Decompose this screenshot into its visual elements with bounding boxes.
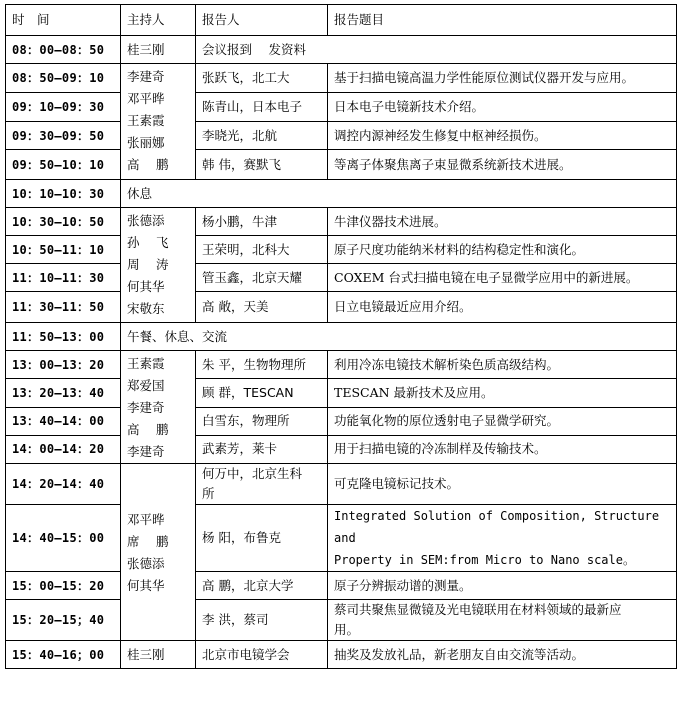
topic-cell: 日立电镜最近应用介绍。 bbox=[328, 292, 677, 323]
schedule-row bbox=[6, 292, 677, 323]
topic-line: 蔡司共聚焦显微镜及光电镜联用在材料领域的最新应 bbox=[334, 602, 622, 617]
session-note: 休息 bbox=[121, 180, 677, 208]
header-chair: 主持人 bbox=[121, 5, 196, 36]
chair-name: 孙 飞 bbox=[127, 235, 169, 250]
time-cell: 09：10–09：30 bbox=[6, 93, 121, 122]
speaker-cell: 高 敞，天美 bbox=[196, 292, 328, 323]
topic-line: and bbox=[334, 531, 356, 545]
schedule-row bbox=[6, 641, 677, 669]
session-note: 会议报到 发资料 bbox=[196, 36, 677, 64]
topic-cell: 功能氧化物的原位透射电子显微学研究。 bbox=[328, 407, 677, 435]
time-cell: 15：20–15；40 bbox=[6, 600, 121, 641]
speaker-line: 何万中，北京生科 bbox=[202, 466, 303, 481]
time-cell: 13：40–14：00 bbox=[6, 407, 121, 435]
chair-name: 宋敬东 bbox=[127, 301, 165, 316]
speaker-cell: 杨 阳，布鲁克 bbox=[196, 505, 328, 572]
speaker-cell: 管玉鑫，北京天耀 bbox=[196, 264, 328, 292]
session-note: 午餐、休息、交流 bbox=[121, 323, 677, 351]
topic-cell: 调控内源神经发生修复中枢神经损伤。 bbox=[328, 122, 677, 150]
time-cell: 13：20–13：40 bbox=[6, 379, 121, 407]
schedule-row bbox=[6, 208, 677, 236]
time-cell: 11：30–11：50 bbox=[6, 292, 121, 323]
schedule-row bbox=[6, 407, 677, 435]
chair-name: 李建奇 bbox=[127, 400, 165, 415]
schedule-row bbox=[6, 64, 677, 93]
speaker-cell: 北京市电镜学会 bbox=[196, 641, 328, 669]
chair-name: 何其华 bbox=[127, 279, 165, 294]
speaker-cell: 李晓光，北航 bbox=[196, 122, 328, 150]
time-cell: 11：10–11：30 bbox=[6, 264, 121, 292]
time-cell: 13：00–13：20 bbox=[6, 351, 121, 379]
chair-name: 王素霞 bbox=[127, 113, 165, 128]
chair-name: 席 鹏 bbox=[127, 534, 169, 549]
speaker-cell: 陈青山，日本电子 bbox=[196, 93, 328, 122]
chair-group-cell bbox=[121, 464, 196, 641]
chair-name: 何其华 bbox=[127, 578, 165, 593]
speaker-cell: 张跃飞，北工大 bbox=[196, 64, 328, 93]
speaker-cell: 韩 伟，赛默飞 bbox=[196, 150, 328, 180]
time-cell: 08：50–09：10 bbox=[6, 64, 121, 93]
time-cell: 14：00–14：20 bbox=[6, 435, 121, 463]
time-cell: 09：30–09：50 bbox=[6, 122, 121, 150]
chair-name: 周 涛 bbox=[127, 257, 169, 272]
topic-cell: 可克隆电镜标记技术。 bbox=[328, 464, 677, 505]
chair-cell: 桂三刚 bbox=[121, 641, 196, 669]
time-cell: 08：00–08：50 bbox=[6, 36, 121, 64]
time-cell: 15：00–15：20 bbox=[6, 572, 121, 600]
speaker-cell: 朱 平，生物物理所 bbox=[196, 351, 328, 379]
schedule-row bbox=[6, 150, 677, 180]
schedule-row bbox=[6, 122, 677, 150]
schedule-row bbox=[6, 351, 677, 379]
time-cell: 11：50–13：00 bbox=[6, 323, 121, 351]
header-speaker: 报告人 bbox=[196, 5, 328, 36]
chair-name: 李建奇 bbox=[127, 69, 165, 84]
topic-line: Integrated Solution of Composition, Structure bbox=[334, 509, 660, 523]
speaker-cell: 白雪东，物理所 bbox=[196, 407, 328, 435]
topic-cell: 等离子体聚焦离子束显微系统新技术进展。 bbox=[328, 150, 677, 180]
speaker-line: 所 bbox=[202, 486, 215, 501]
schedule-row bbox=[6, 236, 677, 264]
schedule-row bbox=[6, 435, 677, 463]
topic-cell: 抽奖及发放礼品，新老朋友自由交流等活动。 bbox=[328, 641, 677, 669]
chair-cell: 桂三刚 bbox=[121, 36, 196, 64]
schedule-row bbox=[6, 505, 677, 572]
time-cell: 10：50–11：10 bbox=[6, 236, 121, 264]
chair-group-cell bbox=[121, 208, 196, 323]
schedule-row bbox=[6, 572, 677, 600]
schedule-row bbox=[6, 264, 677, 292]
topic-cell: 牛津仪器技术进展。 bbox=[328, 208, 677, 236]
topic-line: 用。 bbox=[334, 622, 360, 637]
chair-name: 邓平晔 bbox=[127, 91, 165, 106]
time-cell: 14：20–14：40 bbox=[6, 464, 121, 505]
topic-cell: 原子尺度功能纳米材料的结构稳定性和演化。 bbox=[328, 236, 677, 264]
time-cell: 10：10–10：30 bbox=[6, 180, 121, 208]
topic-cell bbox=[328, 505, 677, 572]
schedule-row bbox=[6, 36, 677, 64]
topic-cell bbox=[328, 600, 677, 641]
time-cell: 15：40–16；00 bbox=[6, 641, 121, 669]
schedule-row bbox=[6, 93, 677, 122]
chair-name: 张德添 bbox=[127, 556, 165, 571]
schedule-row bbox=[6, 323, 677, 351]
schedule-row bbox=[6, 379, 677, 407]
speaker-cell: 高 鹏，北京大学 bbox=[196, 572, 328, 600]
time-cell: 14：40–15：00 bbox=[6, 505, 121, 572]
chair-name: 邓平晔 bbox=[127, 512, 165, 527]
speaker-cell: 武素芳，莱卡 bbox=[196, 435, 328, 463]
speaker-cell: 顾 群，TESCAN bbox=[196, 379, 328, 407]
speaker-cell: 李 洪，蔡司 bbox=[196, 600, 328, 641]
header-time: 时 间 bbox=[6, 5, 121, 36]
header-row bbox=[6, 5, 677, 36]
topic-line: Property in SEM:from Micro to Nano scale。 bbox=[334, 553, 635, 567]
speaker-cell: 杨小鹏，牛津 bbox=[196, 208, 328, 236]
time-cell: 09：50–10：10 bbox=[6, 150, 121, 180]
header-topic: 报告题目 bbox=[328, 5, 677, 36]
schedule-row bbox=[6, 600, 677, 641]
chair-group-cell bbox=[121, 351, 196, 464]
chair-name: 王素霞 bbox=[127, 356, 165, 371]
topic-cell: 利用冷冻电镜技术解析染色质高级结构。 bbox=[328, 351, 677, 379]
chair-name: 高 鹏 bbox=[127, 422, 169, 437]
speaker-cell: 王荣明，北科大 bbox=[196, 236, 328, 264]
topic-cell: 基于扫描电镜高温力学性能原位测试仪器开发与应用。 bbox=[328, 64, 677, 93]
time-cell: 10：30–10：50 bbox=[6, 208, 121, 236]
topic-cell: TESCAN 最新技术及应用。 bbox=[328, 379, 677, 407]
topic-cell: COXEM 台式扫描电镜在电子显微学应用中的新进展。 bbox=[328, 264, 677, 292]
chair-name: 张丽娜 bbox=[127, 135, 165, 150]
chair-name: 郑爱国 bbox=[127, 378, 165, 393]
chair-name: 李建奇 bbox=[127, 444, 165, 459]
schedule-row bbox=[6, 464, 677, 505]
topic-cell: 日本电子电镜新技术介绍。 bbox=[328, 93, 677, 122]
speaker-cell bbox=[196, 464, 328, 505]
schedule-row bbox=[6, 180, 677, 208]
chair-group-cell bbox=[121, 64, 196, 180]
chair-name: 高 鹏 bbox=[127, 157, 169, 172]
topic-cell: 用于扫描电镜的冷冻制样及传输技术。 bbox=[328, 435, 677, 463]
topic-cell: 原子分辨振动谱的测量。 bbox=[328, 572, 677, 600]
chair-name: 张德添 bbox=[127, 213, 165, 228]
schedule-table bbox=[5, 4, 677, 669]
